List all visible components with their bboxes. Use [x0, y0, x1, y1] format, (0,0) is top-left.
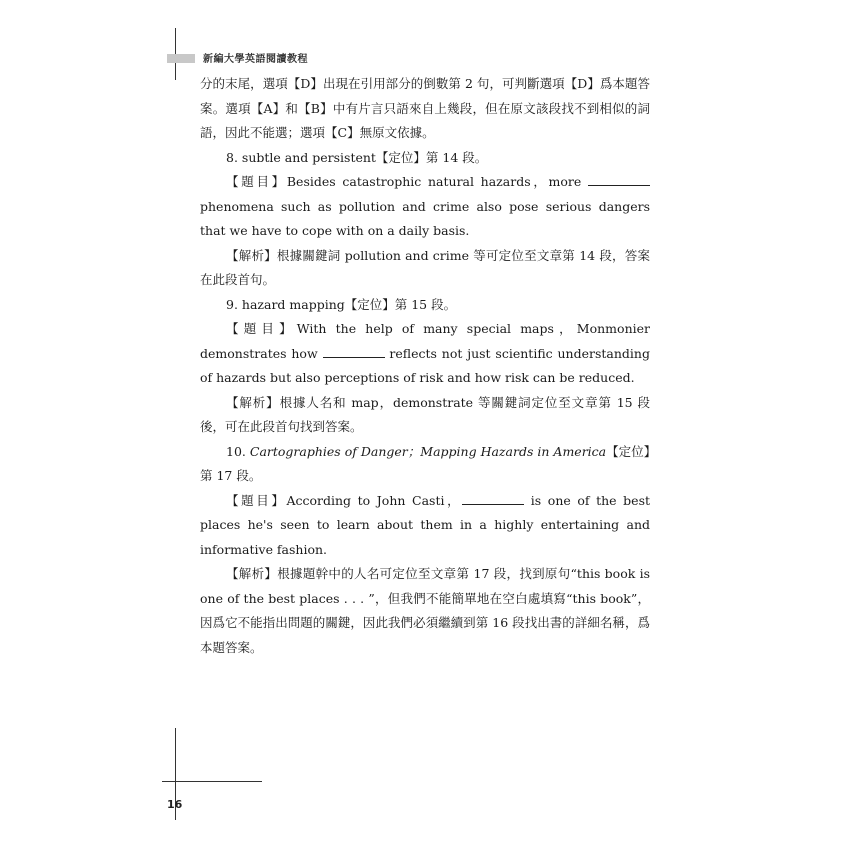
paragraph-continuation: 分的末尾，選項【D】出現在引用部分的倒數第 2 句，可判斷選項【D】爲本題答案。選項【A】和【B】中有片言只語來自上幾段，但在原文該段找不到相似的詞語，因此不能選；選項【C】無原文依據。	[200, 76, 650, 140]
q8-heading: 8. subtle and persistent【定位】第 14 段。	[226, 149, 488, 165]
q9-question	[200, 317, 650, 391]
header-marker-bar	[167, 54, 195, 63]
q10-heading-rest: 【定位】第 17 段。	[200, 443, 650, 483]
q8-answer-blank	[588, 175, 650, 186]
footer-rule-horizontal	[162, 781, 262, 782]
q9-question-pre: 【題目】With the help of many special maps，Monmonier demonstrates how	[200, 321, 650, 361]
q9-answer-blank	[323, 347, 385, 358]
body-text	[200, 72, 650, 660]
q8-question-pre: 【題目】Besides catastrophic natural hazards，more	[226, 174, 588, 189]
q10-question-pre: 【題目】According to John Casti，	[226, 492, 463, 508]
q8-question	[200, 170, 650, 244]
q10-question	[200, 489, 650, 563]
q10-answer-blank	[462, 494, 524, 505]
q9-heading: 9. hazard mapping【定位】第 15 段。	[226, 296, 457, 312]
q8-analysis: 【解析】根據關鍵詞 pollution and crime 等可定位至文章第 14 段，答案在此段首句。	[200, 247, 650, 287]
running-header-title: 新編大學英語閱讀教程	[203, 54, 308, 65]
q9-question-post: reflects not just scientific understanding of hazards but also perceptions of risk and how risk can be reduced.	[200, 345, 650, 385]
q10-heading	[200, 440, 650, 489]
q8-question-post: phenomena such as pollution and crime also pose serious dangers that we have to cope with on a daily basis.	[200, 198, 650, 238]
page-number: 16	[167, 798, 183, 811]
q10-analysis: 【解析】根據題幹中的人名可定位至文章第 17 段，找到原句“this book is one of the best places . . . ”，但我們不能簡單地在空白處填寫“this book”，因爲它不能指出問題的關鍵，因此我們必須繼續到第 16 段找出書的詳細名稱，爲本題答案。	[200, 566, 650, 655]
q10-number: 10.	[226, 443, 250, 459]
q9-analysis: 【解析】根據人名和 map，demonstrate 等關鍵詞定位至文章第 15 段後，可在此段首句找到答案。	[200, 394, 650, 434]
q10-book-title: Cartographies of Danger；Mapping Hazards in America	[249, 443, 607, 459]
q10-question-post: is one of the best places he's seen to learn about them in a highly entertaining and informative fashion.	[200, 492, 651, 557]
